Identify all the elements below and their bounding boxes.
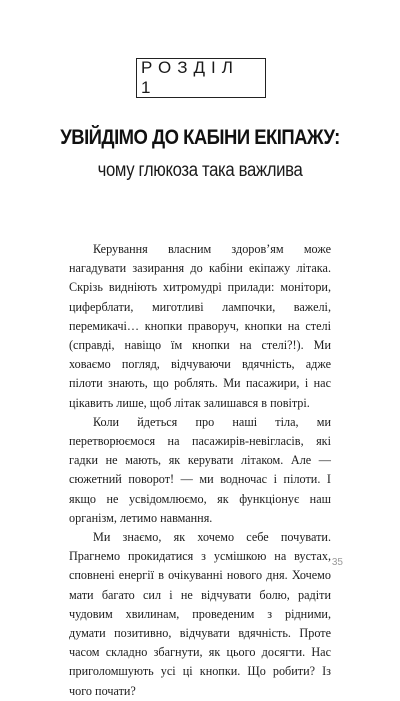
chapter-label: РОЗДІЛ 1: [141, 58, 239, 97]
chapter-heading-box: [136, 58, 266, 98]
paragraph: Коли йдеться про наші тіла, ми перетворюємося на пасажирів-невігласів, які гадки не мають, як керувати літаком. Але — сюжетний поворот! — ми водночас і пілоти. І якщо не усвідомлюємо, як функціонує наш організм, летимо навмання.: [69, 414, 331, 525]
chapter-subtitle: чому глюкоза така важлива: [97, 160, 303, 181]
body-text: [69, 240, 331, 701]
chapter-title: УВІЙДІМО ДО КАБІНИ ЕКІПАЖУ:: [60, 126, 340, 149]
paragraph: Керування власним здоров’ям може нагадувати зазирання до кабіни екіпажу літака. Скрізь видніють хитромудрі прилади: монітори, циферблати, миготливі лампочки, важелі, перемикачі… кнопки праворуч, кнопки на стелі (справді, навіщо їм кнопки на стелі?!). Ми ховаємо погляд, відчуваючи вдячність, адже пілоти знають, що роблять. Ми пасажири, і нас цікавить лише, щоб літак залишався в повітрі.: [69, 242, 331, 410]
page-number: 35: [331, 557, 343, 568]
paragraph: Ми знаємо, як хочемо себе почувати. Прагнемо прокидатися з усмішкою на вустах, сповнені енергії в очікуванні нового дня. Хочемо мати багато сил і не відчувати болю, радіти чудовим хвилинам, проведеним з рідними, думати позитивно, відчувати вдячність. Проте часом складно збагнути, як цього досягти. Нас приголомшують усі ці кнопки. Що робити? Із чого почати?: [69, 530, 331, 698]
